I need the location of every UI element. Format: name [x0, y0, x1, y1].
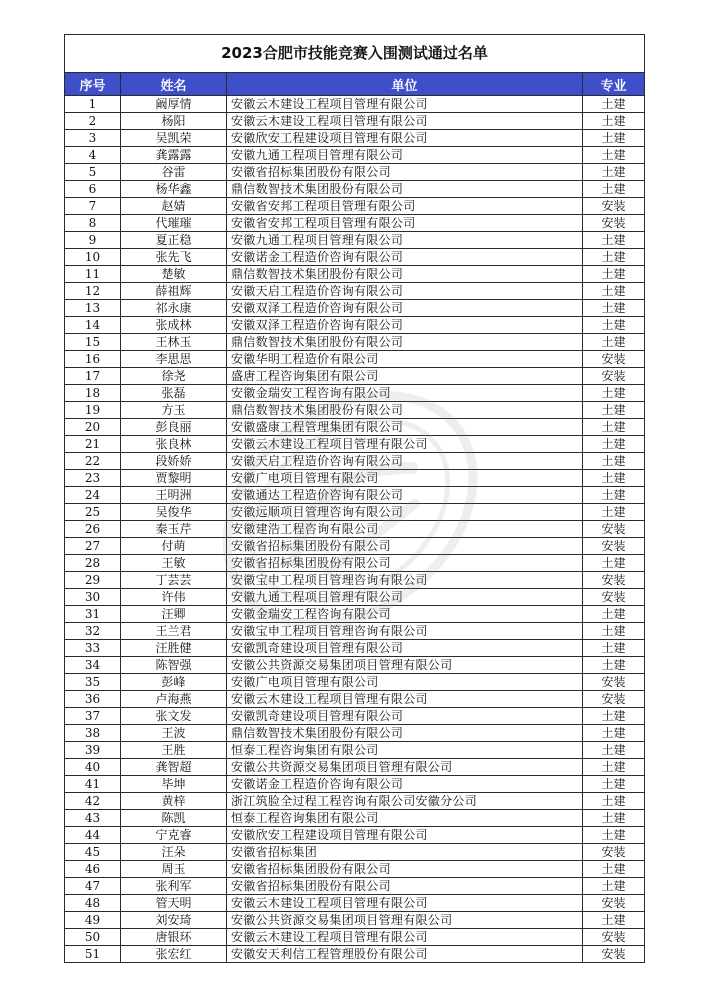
col-header-major: 专业 [583, 73, 645, 96]
cell-major: 土建 [583, 147, 645, 164]
table-row [65, 470, 645, 487]
table-row [65, 317, 645, 334]
cell-no: 14 [65, 317, 121, 334]
cell-unit: 安徽云木建设工程项目管理有限公司 [227, 436, 583, 453]
cell-major: 安装 [583, 368, 645, 385]
cell-major: 土建 [583, 283, 645, 300]
cell-name: 王胜 [121, 742, 227, 759]
cell-unit: 安徽宝申工程项目管理咨询有限公司 [227, 572, 583, 589]
cell-no: 25 [65, 504, 121, 521]
table-row [65, 861, 645, 878]
table-row [65, 776, 645, 793]
cell-name: 杨华鑫 [121, 181, 227, 198]
cell-major: 土建 [583, 164, 645, 181]
cell-no: 41 [65, 776, 121, 793]
cell-no: 11 [65, 266, 121, 283]
table-row [65, 742, 645, 759]
cell-name: 周玉 [121, 861, 227, 878]
cell-major: 土建 [583, 181, 645, 198]
cell-unit: 鼎信数智技术集团股份有限公司 [227, 725, 583, 742]
table-row [65, 300, 645, 317]
table-row [65, 827, 645, 844]
table-row [65, 725, 645, 742]
cell-no: 36 [65, 691, 121, 708]
cell-no: 18 [65, 385, 121, 402]
cell-unit: 安徽天启工程造价咨询有限公司 [227, 283, 583, 300]
cell-no: 9 [65, 232, 121, 249]
table-row [65, 521, 645, 538]
cell-unit: 安徽省招标集团股份有限公司 [227, 555, 583, 572]
cell-no: 38 [65, 725, 121, 742]
cell-major: 土建 [583, 249, 645, 266]
cell-unit: 安徽云木建设工程项目管理有限公司 [227, 929, 583, 946]
cell-no: 12 [65, 283, 121, 300]
cell-no: 50 [65, 929, 121, 946]
cell-no: 33 [65, 640, 121, 657]
cell-unit: 安徽诺金工程造价咨询有限公司 [227, 776, 583, 793]
cell-unit: 安徽广电项目管理有限公司 [227, 470, 583, 487]
cell-name: 杨阳 [121, 113, 227, 130]
cell-name: 吴俊华 [121, 504, 227, 521]
table-row [65, 181, 645, 198]
cell-name: 毕坤 [121, 776, 227, 793]
table-row [65, 436, 645, 453]
cell-name: 张先飞 [121, 249, 227, 266]
table-row [65, 674, 645, 691]
cell-no: 48 [65, 895, 121, 912]
cell-unit: 安徽云木建设工程项目管理有限公司 [227, 96, 583, 113]
cell-name: 张文发 [121, 708, 227, 725]
cell-major: 土建 [583, 266, 645, 283]
cell-major: 安装 [583, 215, 645, 232]
cell-major: 安装 [583, 946, 645, 963]
cell-name: 汪胜健 [121, 640, 227, 657]
cell-unit: 安徽省安邦工程项目管理有限公司 [227, 198, 583, 215]
cell-no: 31 [65, 606, 121, 623]
table-row [65, 334, 645, 351]
cell-unit: 安徽宝申工程项目管理咨询有限公司 [227, 623, 583, 640]
cell-major: 土建 [583, 657, 645, 674]
table-row [65, 810, 645, 827]
cell-no: 47 [65, 878, 121, 895]
table-row [65, 232, 645, 249]
cell-name: 汪朵 [121, 844, 227, 861]
cell-name: 赵婧 [121, 198, 227, 215]
cell-no: 44 [65, 827, 121, 844]
table-row [65, 215, 645, 232]
cell-major: 土建 [583, 759, 645, 776]
table-row [65, 419, 645, 436]
cell-no: 21 [65, 436, 121, 453]
table-row [65, 555, 645, 572]
cell-unit: 安徽凯奇建设项目管理有限公司 [227, 640, 583, 657]
cell-unit: 安徽省招标集团股份有限公司 [227, 878, 583, 895]
cell-name: 付萌 [121, 538, 227, 555]
cell-no: 46 [65, 861, 121, 878]
table-row [65, 759, 645, 776]
cell-no: 27 [65, 538, 121, 555]
cell-no: 6 [65, 181, 121, 198]
table-row [65, 912, 645, 929]
cell-unit: 盛唐工程咨询集团有限公司 [227, 368, 583, 385]
cell-major: 土建 [583, 912, 645, 929]
cell-name: 王波 [121, 725, 227, 742]
cell-major: 土建 [583, 725, 645, 742]
cell-name: 段娇娇 [121, 453, 227, 470]
cell-major: 土建 [583, 385, 645, 402]
cell-no: 24 [65, 487, 121, 504]
cell-no: 29 [65, 572, 121, 589]
cell-no: 40 [65, 759, 121, 776]
col-header-no: 序号 [65, 73, 121, 96]
table-row [65, 198, 645, 215]
cell-no: 32 [65, 623, 121, 640]
table-row [65, 844, 645, 861]
cell-no: 28 [65, 555, 121, 572]
cell-name: 陈凯 [121, 810, 227, 827]
cell-name: 秦玉芹 [121, 521, 227, 538]
cell-name: 龚智超 [121, 759, 227, 776]
cell-major: 土建 [583, 436, 645, 453]
cell-name: 卢海燕 [121, 691, 227, 708]
cell-no: 39 [65, 742, 121, 759]
cell-major: 安装 [583, 691, 645, 708]
cell-major: 土建 [583, 810, 645, 827]
cell-unit: 安徽九通工程项目管理有限公司 [227, 589, 583, 606]
cell-major: 安装 [583, 538, 645, 555]
cell-major: 土建 [583, 232, 645, 249]
cell-no: 30 [65, 589, 121, 606]
cell-major: 土建 [583, 827, 645, 844]
cell-name: 张利军 [121, 878, 227, 895]
cell-no: 15 [65, 334, 121, 351]
table-row [65, 368, 645, 385]
cell-major: 安装 [583, 674, 645, 691]
cell-name: 方玉 [121, 402, 227, 419]
cell-no: 13 [65, 300, 121, 317]
cell-unit: 安徽远顺项目管理咨询有限公司 [227, 504, 583, 521]
cell-no: 42 [65, 793, 121, 810]
table-row [65, 453, 645, 470]
cell-name: 丁芸芸 [121, 572, 227, 589]
table-row [65, 266, 645, 283]
cell-no: 16 [65, 351, 121, 368]
cell-unit: 安徽诺金工程造价咨询有限公司 [227, 249, 583, 266]
cell-major: 土建 [583, 334, 645, 351]
table-row [65, 147, 645, 164]
cell-major: 安装 [583, 895, 645, 912]
cell-major: 土建 [583, 708, 645, 725]
table-row [65, 572, 645, 589]
cell-unit: 安徽安天利信工程管理股份有限公司 [227, 946, 583, 963]
table-row [65, 657, 645, 674]
table-row [65, 283, 645, 300]
cell-major: 安装 [583, 351, 645, 368]
cell-name: 王明洲 [121, 487, 227, 504]
cell-no: 4 [65, 147, 121, 164]
cell-name: 王林玉 [121, 334, 227, 351]
cell-major: 土建 [583, 96, 645, 113]
cell-name: 唐银环 [121, 929, 227, 946]
cell-name: 管天明 [121, 895, 227, 912]
cell-name: 宁克睿 [121, 827, 227, 844]
cell-unit: 安徽凯奇建设项目管理有限公司 [227, 708, 583, 725]
table-row [65, 538, 645, 555]
cell-major: 土建 [583, 300, 645, 317]
table-row [65, 708, 645, 725]
cell-name: 贾黎明 [121, 470, 227, 487]
cell-name: 张宏红 [121, 946, 227, 963]
cell-major: 土建 [583, 402, 645, 419]
cell-name: 李思思 [121, 351, 227, 368]
cell-major: 土建 [583, 555, 645, 572]
cell-name: 王兰君 [121, 623, 227, 640]
cell-major: 安装 [583, 572, 645, 589]
cell-unit: 安徽省招标集团股份有限公司 [227, 861, 583, 878]
cell-name: 徐尧 [121, 368, 227, 385]
cell-no: 49 [65, 912, 121, 929]
table-row [65, 385, 645, 402]
cell-no: 22 [65, 453, 121, 470]
cell-unit: 安徽双泽工程造价咨询有限公司 [227, 317, 583, 334]
cell-unit: 安徽盛康工程管理集团有限公司 [227, 419, 583, 436]
cell-no: 20 [65, 419, 121, 436]
table-row [65, 589, 645, 606]
table-row [65, 487, 645, 504]
cell-major: 土建 [583, 487, 645, 504]
table-row [65, 606, 645, 623]
cell-unit: 安徽天启工程造价咨询有限公司 [227, 453, 583, 470]
table-row [65, 504, 645, 521]
cell-name: 许伟 [121, 589, 227, 606]
cell-unit: 浙江筑脸全过程工程咨询有限公司安徽分公司 [227, 793, 583, 810]
cell-no: 10 [65, 249, 121, 266]
cell-name: 汪卿 [121, 606, 227, 623]
cell-major: 土建 [583, 742, 645, 759]
cell-unit: 安徽公共资源交易集团项目管理有限公司 [227, 912, 583, 929]
cell-no: 43 [65, 810, 121, 827]
cell-no: 35 [65, 674, 121, 691]
cell-name: 张磊 [121, 385, 227, 402]
col-header-unit: 单位 [227, 73, 583, 96]
cell-unit: 安徽公共资源交易集团项目管理有限公司 [227, 657, 583, 674]
table-row [65, 793, 645, 810]
cell-major: 土建 [583, 878, 645, 895]
cell-unit: 安徽九通工程项目管理有限公司 [227, 232, 583, 249]
table-row [65, 623, 645, 640]
cell-major: 安装 [583, 844, 645, 861]
cell-unit: 安徽云木建设工程项目管理有限公司 [227, 895, 583, 912]
cell-major: 安装 [583, 198, 645, 215]
cell-name: 代璀璀 [121, 215, 227, 232]
cell-major: 土建 [583, 776, 645, 793]
cell-unit: 安徽省安邦工程项目管理有限公司 [227, 215, 583, 232]
cell-major: 土建 [583, 623, 645, 640]
cell-name: 张良林 [121, 436, 227, 453]
cell-unit: 安徽华明工程造价有限公司 [227, 351, 583, 368]
cell-major: 土建 [583, 453, 645, 470]
table-row [65, 351, 645, 368]
cell-unit: 安徽欣安工程建设项目管理有限公司 [227, 130, 583, 147]
cell-unit: 恒泰工程咨询集团有限公司 [227, 810, 583, 827]
cell-major: 安装 [583, 521, 645, 538]
header-row [65, 73, 645, 96]
cell-unit: 安徽公共资源交易集团项目管理有限公司 [227, 759, 583, 776]
cell-no: 3 [65, 130, 121, 147]
cell-no: 51 [65, 946, 121, 963]
cell-name: 彭良丽 [121, 419, 227, 436]
cell-no: 45 [65, 844, 121, 861]
cell-name: 夏正稳 [121, 232, 227, 249]
cell-no: 8 [65, 215, 121, 232]
cell-name: 刘安琦 [121, 912, 227, 929]
cell-unit: 安徽省招标集团 [227, 844, 583, 861]
table-row [65, 640, 645, 657]
cell-no: 37 [65, 708, 121, 725]
cell-major: 土建 [583, 470, 645, 487]
table-row [65, 691, 645, 708]
cell-name: 龚露露 [121, 147, 227, 164]
table-row [65, 929, 645, 946]
table-row [65, 878, 645, 895]
cell-major: 土建 [583, 861, 645, 878]
cell-unit: 鼎信数智技术集团股份有限公司 [227, 334, 583, 351]
cell-no: 7 [65, 198, 121, 215]
cell-major: 土建 [583, 606, 645, 623]
cell-name: 彭峰 [121, 674, 227, 691]
cell-no: 19 [65, 402, 121, 419]
cell-major: 安装 [583, 589, 645, 606]
cell-no: 2 [65, 113, 121, 130]
cell-name: 谷雷 [121, 164, 227, 181]
cell-major: 土建 [583, 317, 645, 334]
cell-major: 土建 [583, 504, 645, 521]
cell-name: 楚敏 [121, 266, 227, 283]
cell-unit: 安徽九通工程项目管理有限公司 [227, 147, 583, 164]
table-row [65, 130, 645, 147]
cell-unit: 安徽欣安工程建设项目管理有限公司 [227, 827, 583, 844]
cell-unit: 安徽通达工程造价咨询有限公司 [227, 487, 583, 504]
table-row [65, 96, 645, 113]
table-row [65, 113, 645, 130]
cell-unit: 安徽金瑞安工程咨询有限公司 [227, 385, 583, 402]
cell-name: 阚厚情 [121, 96, 227, 113]
cell-major: 土建 [583, 113, 645, 130]
cell-unit: 安徽双泽工程造价咨询有限公司 [227, 300, 583, 317]
cell-no: 34 [65, 657, 121, 674]
cell-major: 土建 [583, 640, 645, 657]
cell-unit: 安徽省招标集团股份有限公司 [227, 538, 583, 555]
cell-unit: 安徽云木建设工程项目管理有限公司 [227, 113, 583, 130]
cell-unit: 安徽广电项目管理有限公司 [227, 674, 583, 691]
cell-unit: 安徽云木建设工程项目管理有限公司 [227, 691, 583, 708]
cell-unit: 安徽省招标集团股份有限公司 [227, 164, 583, 181]
cell-no: 23 [65, 470, 121, 487]
cell-unit: 鼎信数智技术集团股份有限公司 [227, 266, 583, 283]
cell-unit: 鼎信数智技术集团股份有限公司 [227, 402, 583, 419]
cell-name: 薛祖辉 [121, 283, 227, 300]
cell-major: 土建 [583, 793, 645, 810]
cell-major: 土建 [583, 130, 645, 147]
cell-name: 张成林 [121, 317, 227, 334]
col-header-name: 姓名 [121, 73, 227, 96]
cell-name: 祁永康 [121, 300, 227, 317]
cell-no: 1 [65, 96, 121, 113]
cell-no: 26 [65, 521, 121, 538]
table-row [65, 946, 645, 963]
cell-unit: 安徽金瑞安工程咨询有限公司 [227, 606, 583, 623]
cell-unit: 鼎信数智技术集团股份有限公司 [227, 181, 583, 198]
results-table [64, 34, 645, 963]
cell-name: 黄梓 [121, 793, 227, 810]
cell-major: 土建 [583, 419, 645, 436]
cell-name: 吴凯荣 [121, 130, 227, 147]
table-row [65, 895, 645, 912]
cell-major: 安装 [583, 929, 645, 946]
table-row [65, 402, 645, 419]
cell-name: 陈智强 [121, 657, 227, 674]
cell-unit: 恒泰工程咨询集团有限公司 [227, 742, 583, 759]
cell-unit: 安徽建浩工程咨询有限公司 [227, 521, 583, 538]
cell-no: 5 [65, 164, 121, 181]
cell-name: 王敏 [121, 555, 227, 572]
table-row [65, 164, 645, 181]
table-title: 2023合肥市技能竞赛入围测试通过名单 [64, 34, 645, 72]
table-row [65, 249, 645, 266]
cell-no: 17 [65, 368, 121, 385]
